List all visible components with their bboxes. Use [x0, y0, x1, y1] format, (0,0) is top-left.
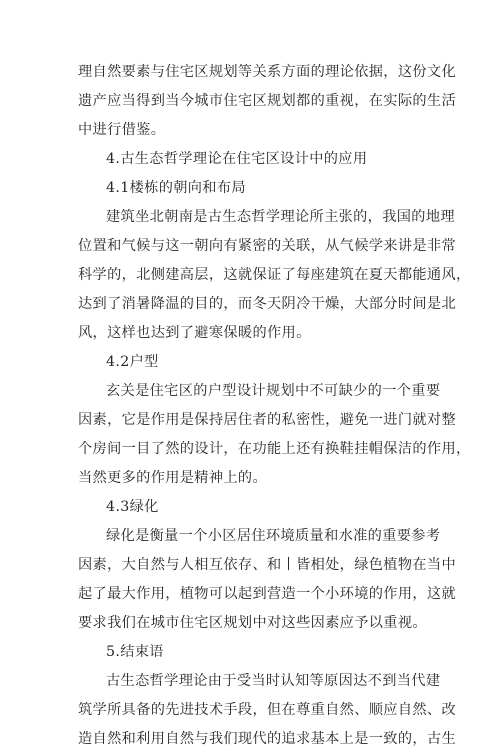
paragraph-line: 达到了消暑降温的目的，而冬天阴冷干燥，大部分时间是北: [78, 296, 456, 312]
paragraph-line: 遗产应当得到当今城市住宅区规划都的重视，在实际的生活: [78, 93, 456, 109]
paragraph-line: 要求我们在城市住宅区规划中对这些因素应予以重视。: [78, 615, 427, 631]
paragraph-line: 起了最大作用，植物可以起到营造一个小环境的作用，这就: [78, 586, 456, 602]
paragraph-line: 造自然和利用自然与我们现代的追求基本上是一致的，古生: [78, 731, 456, 747]
paragraph-line: 个房间一目了然的设计，在功能上还有换鞋挂帽保洁的作用，: [78, 441, 471, 457]
subsection-heading: 4.3绿化: [106, 499, 159, 515]
subsection-heading: 4.1楼栋的朝向和布局: [106, 180, 246, 196]
paragraph-line: 绿化是衡量一个小区居住环境质量和水准的重要参考: [106, 528, 441, 544]
paragraph-line: 当然更多的作用是精神上的。: [78, 470, 267, 486]
section-heading: 5.结束语: [106, 644, 164, 660]
subsection-heading: 4.2户型: [106, 354, 159, 370]
paragraph-line: 科学的，北侧建高层，这就保证了每座建筑在夏天都能通风，: [78, 267, 471, 283]
paragraph-line: 中进行借鉴。: [78, 122, 166, 138]
document-body: [78, 58, 471, 754]
paragraph-line: 建筑坐北朝南是古生态哲学理论所主张的，我国的地理: [106, 209, 455, 225]
paragraph-line: 位置和气候与这一朝向有紧密的关联，从气候学来讲是非常: [78, 238, 456, 254]
paragraph-line: 因素，大自然与人相互依存、和丨皆相处，绿色植物在当中: [78, 557, 456, 573]
paragraph-line: 因素，它是作用是保持居住者的私密性，避免一进门就对整: [78, 412, 456, 428]
paragraph-line: 玄关是住宅区的户型设计规划中不可缺少的一个重要: [106, 383, 441, 399]
paragraph-line: 筑学所具备的先进技术手段，但在尊重自然、顺应自然、改: [78, 702, 456, 718]
paragraph-line: 古生态哲学理论由于受当时认知等原因达不到当代建: [106, 673, 441, 689]
paragraph-line: 风，这样也达到了避寒保暖的作用。: [78, 325, 311, 341]
section-heading: 4.古生态哲学理论在住宅区设计中的应用: [106, 151, 368, 167]
paragraph-line: 理自然要素与住宅区规划等关系方面的理论依据，这份文化: [78, 64, 456, 80]
